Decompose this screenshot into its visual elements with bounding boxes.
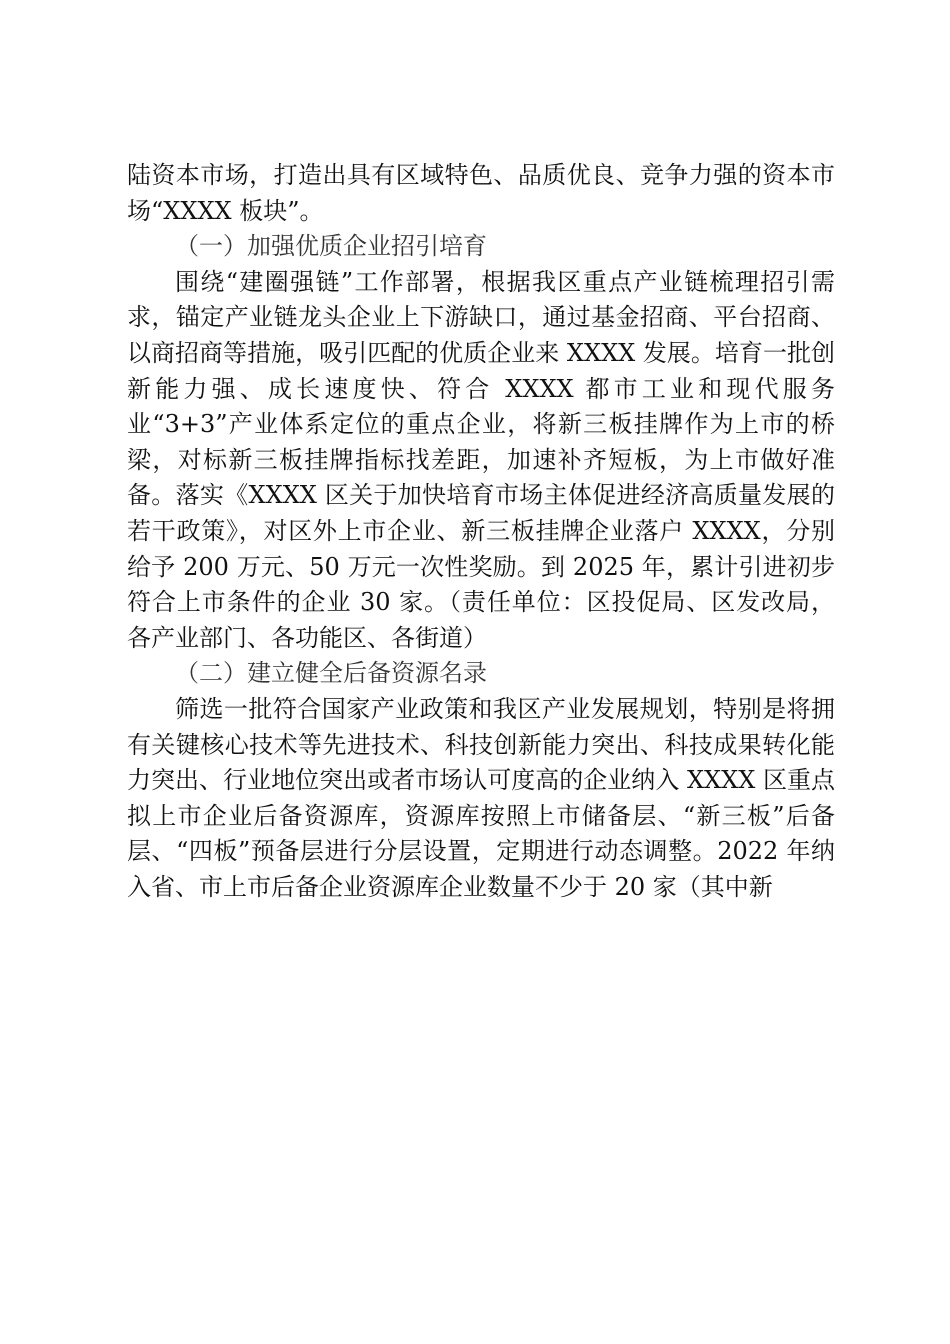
section-2-paragraph: 筛选一批符合国家产业政策和我区产业发展规划，特别是将拥有关键核心技术等先进技术、科技创新能力突出、科技成果转化能力突出、行业地位突出或者市场认可度高的企业纳入 XXXX 区重点拟上市企业后备资源库，资源库按照上市储备层、“新三板”后备层、“四板”预备层进行分层设置，定期进行动态调整。2022 年纳入省、市上市后备企业资源库企业数量不少于 20 家（其中新 (127, 694, 835, 901)
section-1-paragraph: 围绕“建圈强链”工作部署，根据我区重点产业链梳理招引需求，锚定产业链龙头企业上下游缺口，通过基金招商、平台招商、以商招商等措施，吸引匹配的优质企业来 XXXX 发展。培育一批创新能力强、成长速度快、符合 XXXX 都市工业和现代服务业“3+3”产业体系定位的重点企业，将新三板挂牌作为上市的桥 梁，对标新三板挂牌指标找差距，加速补齐短板，为上市做好准备。落实《XXXX 区关于加快培育市场主体促进经济高质量发展的若干政策》，对区外上市企业、新三板挂牌企业落户 XXXX，分别给予 200 万元、50 万元一次性奖励。到 2025 年，累计引进初步符合上市条件的企业 30 家。（责任单位：区投促局、区发改局， 各产业部门、各功能区、各街道） (127, 267, 835, 652)
section-heading-1: （一）加强优质企业招引培育 (175, 232, 487, 261)
continued-paragraph: 陆资本市场，打造出具有区域特色、品质优良、竞争力强的资本市场“XXXX 板块”。 (127, 161, 835, 225)
document-body (127, 158, 835, 905)
section-heading-2: （二）建立健全后备资源名录 (175, 659, 487, 688)
